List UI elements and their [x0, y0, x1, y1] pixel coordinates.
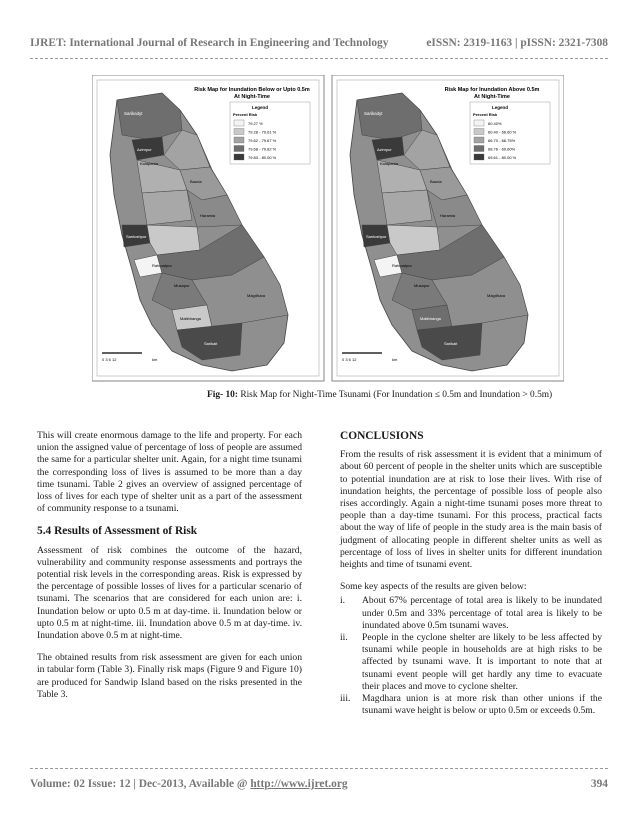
- legend-label: 79.62 - 79.67 %: [248, 138, 277, 143]
- svg-text:km: km: [392, 357, 398, 362]
- paragraph: Some key aspects of the results are given below:: [340, 581, 527, 593]
- svg-text:Sarikait: Sarikait: [204, 341, 218, 346]
- legend-label: 79.28 - 79.61 %: [248, 129, 277, 135]
- svg-text:Haramia: Haramia: [200, 213, 216, 218]
- svg-text:Maitbhanga: Maitbhanga: [180, 316, 201, 321]
- svg-text:Magdhara: Magdhara: [487, 293, 506, 298]
- svg-text:Bauria: Bauria: [430, 179, 442, 184]
- legend-swatch: [474, 120, 484, 126]
- legend-swatch: [474, 154, 484, 160]
- journal-title: IJRET: International Journal of Research in Engineering and Technology: [30, 37, 389, 49]
- paragraph: The obtained results from risk assessment are given for each union in tabular form (Table 3). Finally risk maps (Figure 9 and Figure 10) are produced for Sandwip Island based on the risks presented in the Table 3.: [37, 652, 302, 700]
- legend-label: 60.40%: [488, 121, 502, 126]
- section-heading: 5.4 Results of Assessment of Risk: [37, 525, 198, 538]
- legend-swatch: [234, 154, 244, 160]
- svg-text:Legend: Legend: [252, 105, 269, 110]
- header-divider: [30, 58, 608, 59]
- svg-text:At Night-Time: At Night-Time: [234, 94, 270, 100]
- journal-link[interactable]: http://www.ijret.org: [250, 778, 348, 790]
- svg-text:Azimpur: Azimpur: [377, 147, 392, 152]
- legend-swatch: [234, 146, 244, 152]
- svg-text:Kalapania: Kalapania: [380, 161, 398, 166]
- right-column: [340, 430, 602, 717]
- risk-maps-image: [92, 75, 564, 383]
- svg-text:Santoshpur: Santoshpur: [126, 234, 147, 239]
- svg-text:Sarikaityt: Sarikaityt: [364, 111, 383, 116]
- legend-swatch: [234, 120, 244, 126]
- paragraph: From the results of risk assessment it is evident that a minimum of about 60 percent of people in the shelter units which are susceptible to potential inundation are at risk to lose their lives. With rise of inundation heights, the percentage of possible loss of people also rises accordingly. Again a night-time tsunami poses more threat to people than a day-time tsunami. For this process, practical facts about the way of life of people in the study area is the main basis of judgment of allocating people in different shelter units as well as percentage of loss of lives in shelter units for different inundation heights and time of tsunami event.: [340, 449, 602, 571]
- legend-label: 66.70 - 68.75%: [488, 138, 516, 143]
- conclusions-heading: CONCLUSIONS: [340, 430, 424, 442]
- issn: eISSN: 2319-1163 | pISSN: 2321-7308: [426, 37, 608, 49]
- legend-label: 69.61 - 80.00 %: [488, 155, 517, 160]
- caption-text: Risk Map for Night-Time Tsunami (For Inundation ≤ 0.5m and Inundation > 0.5m): [237, 390, 553, 400]
- svg-text:Legend: Legend: [492, 105, 509, 110]
- list-item: ii. People in the cyclone shelter are likely to be less affected by tsunami while people in households are at high risks to be affected by tsunami wave. It is important to note that at tsunami event people will get hardly any time to evacuate their places and move to cyclone shelter.: [340, 632, 602, 692]
- footer-divider: [30, 768, 608, 769]
- legend-label: 79.83 - 80.00 %: [248, 155, 277, 160]
- svg-text:Risk Map for Inundation Above: Risk Map for Inundation Above 0.5m: [444, 87, 540, 93]
- left-column: [37, 430, 302, 711]
- legend-label: 68.76 - 69.60%: [488, 146, 516, 152]
- svg-text:Rahmatpur: Rahmatpur: [392, 263, 412, 268]
- legend-label: 79.68 - 79.82 %: [248, 146, 277, 152]
- svg-text:Haramia: Haramia: [440, 213, 456, 218]
- page-number: 394: [590, 778, 608, 790]
- list-item: iii. Magdhara union is at more risk than other unions if the tsunami wave height is below or upto 0.5m or exceeds 0.5m.: [340, 693, 602, 717]
- svg-text:Maitbhanga: Maitbhanga: [420, 316, 441, 321]
- svg-text:Risk Map for Inundation Below: Risk Map for Inundation Below or Upto 0.5m: [194, 87, 310, 93]
- left-map-panel: [92, 75, 324, 381]
- legend-swatch: [234, 137, 244, 143]
- svg-text:At Night-Time: At Night-Time: [474, 94, 510, 100]
- svg-text:Azimpur: Azimpur: [137, 147, 152, 152]
- paragraph: Assessment of risk combines the outcome of the hazard, vulnerability and community response assessments and portrays the potential risk levels in the corresponding areas. Risk is expressed by the percentage of possible losses of lives for a particular scenario of tsunami. The scenarios that are considered for each union are: i. Inundation below or upto 0.5 m at day-time. ii. Inundation below or upto 0.5 m at night-time. iii. Inundation above 0.5 m at day-time. iv. Inundation above 0.5 m at night-time.: [37, 544, 302, 642]
- legend-swatch: [474, 129, 484, 135]
- caption-label: Fig- 10:: [207, 390, 238, 400]
- svg-text:Magdhara: Magdhara: [247, 293, 266, 298]
- svg-text:Percent Risk: Percent Risk: [233, 112, 258, 117]
- legend-label: 60.40 - 66.60 %: [488, 129, 517, 135]
- legend-swatch: [474, 146, 484, 152]
- svg-text:Sarikait: Sarikait: [444, 341, 458, 346]
- svg-text:Musapur: Musapur: [414, 283, 430, 288]
- list-item: i. About 67% percentage of total area is likely to be inundated under 0.5m and 33% percentage of total area is likely to be inundated above 0.5m tsunami waves.: [340, 595, 602, 631]
- svg-text:Kalapania: Kalapania: [140, 161, 158, 166]
- svg-text:Sarikaityt: Sarikaityt: [124, 111, 143, 116]
- volume-info: Volume: 02 Issue: 12 | Dec-2013, Available @ http://www.ijret.org: [30, 778, 348, 790]
- results-list: [340, 595, 602, 717]
- svg-text:0 3 6 12: 0 3 6 12: [102, 357, 117, 362]
- risk-map-figure: [92, 75, 564, 383]
- svg-text:Rahmatpur: Rahmatpur: [152, 263, 172, 268]
- legend-label: 79.27 %: [248, 121, 263, 126]
- legend-swatch: [234, 129, 244, 135]
- figure-caption: [207, 390, 552, 400]
- svg-text:Percent Risk: Percent Risk: [473, 112, 498, 117]
- legend-swatch: [474, 137, 484, 143]
- svg-text:Bauria: Bauria: [190, 179, 202, 184]
- svg-text:0 3 6 12: 0 3 6 12: [342, 357, 357, 362]
- svg-text:Musapur: Musapur: [174, 283, 190, 288]
- paragraph: This will create enormous damage to the life and property. For each union the assigned value of percentage of loss of people are assumed the same for a particular shelter unit. Again, for a night time tsunami the corresponding loss of lives is assumed to be more than a day time tsunami. Table 2 gives an overview of assigned percentage of loss of lives for each type of shelter unit as a part of the assessment of community response to a tsunami.: [37, 430, 302, 515]
- svg-text:km: km: [152, 357, 158, 362]
- page-header: [30, 37, 608, 53]
- svg-text:Santoshpur: Santoshpur: [366, 234, 387, 239]
- right-map-panel: [332, 75, 564, 381]
